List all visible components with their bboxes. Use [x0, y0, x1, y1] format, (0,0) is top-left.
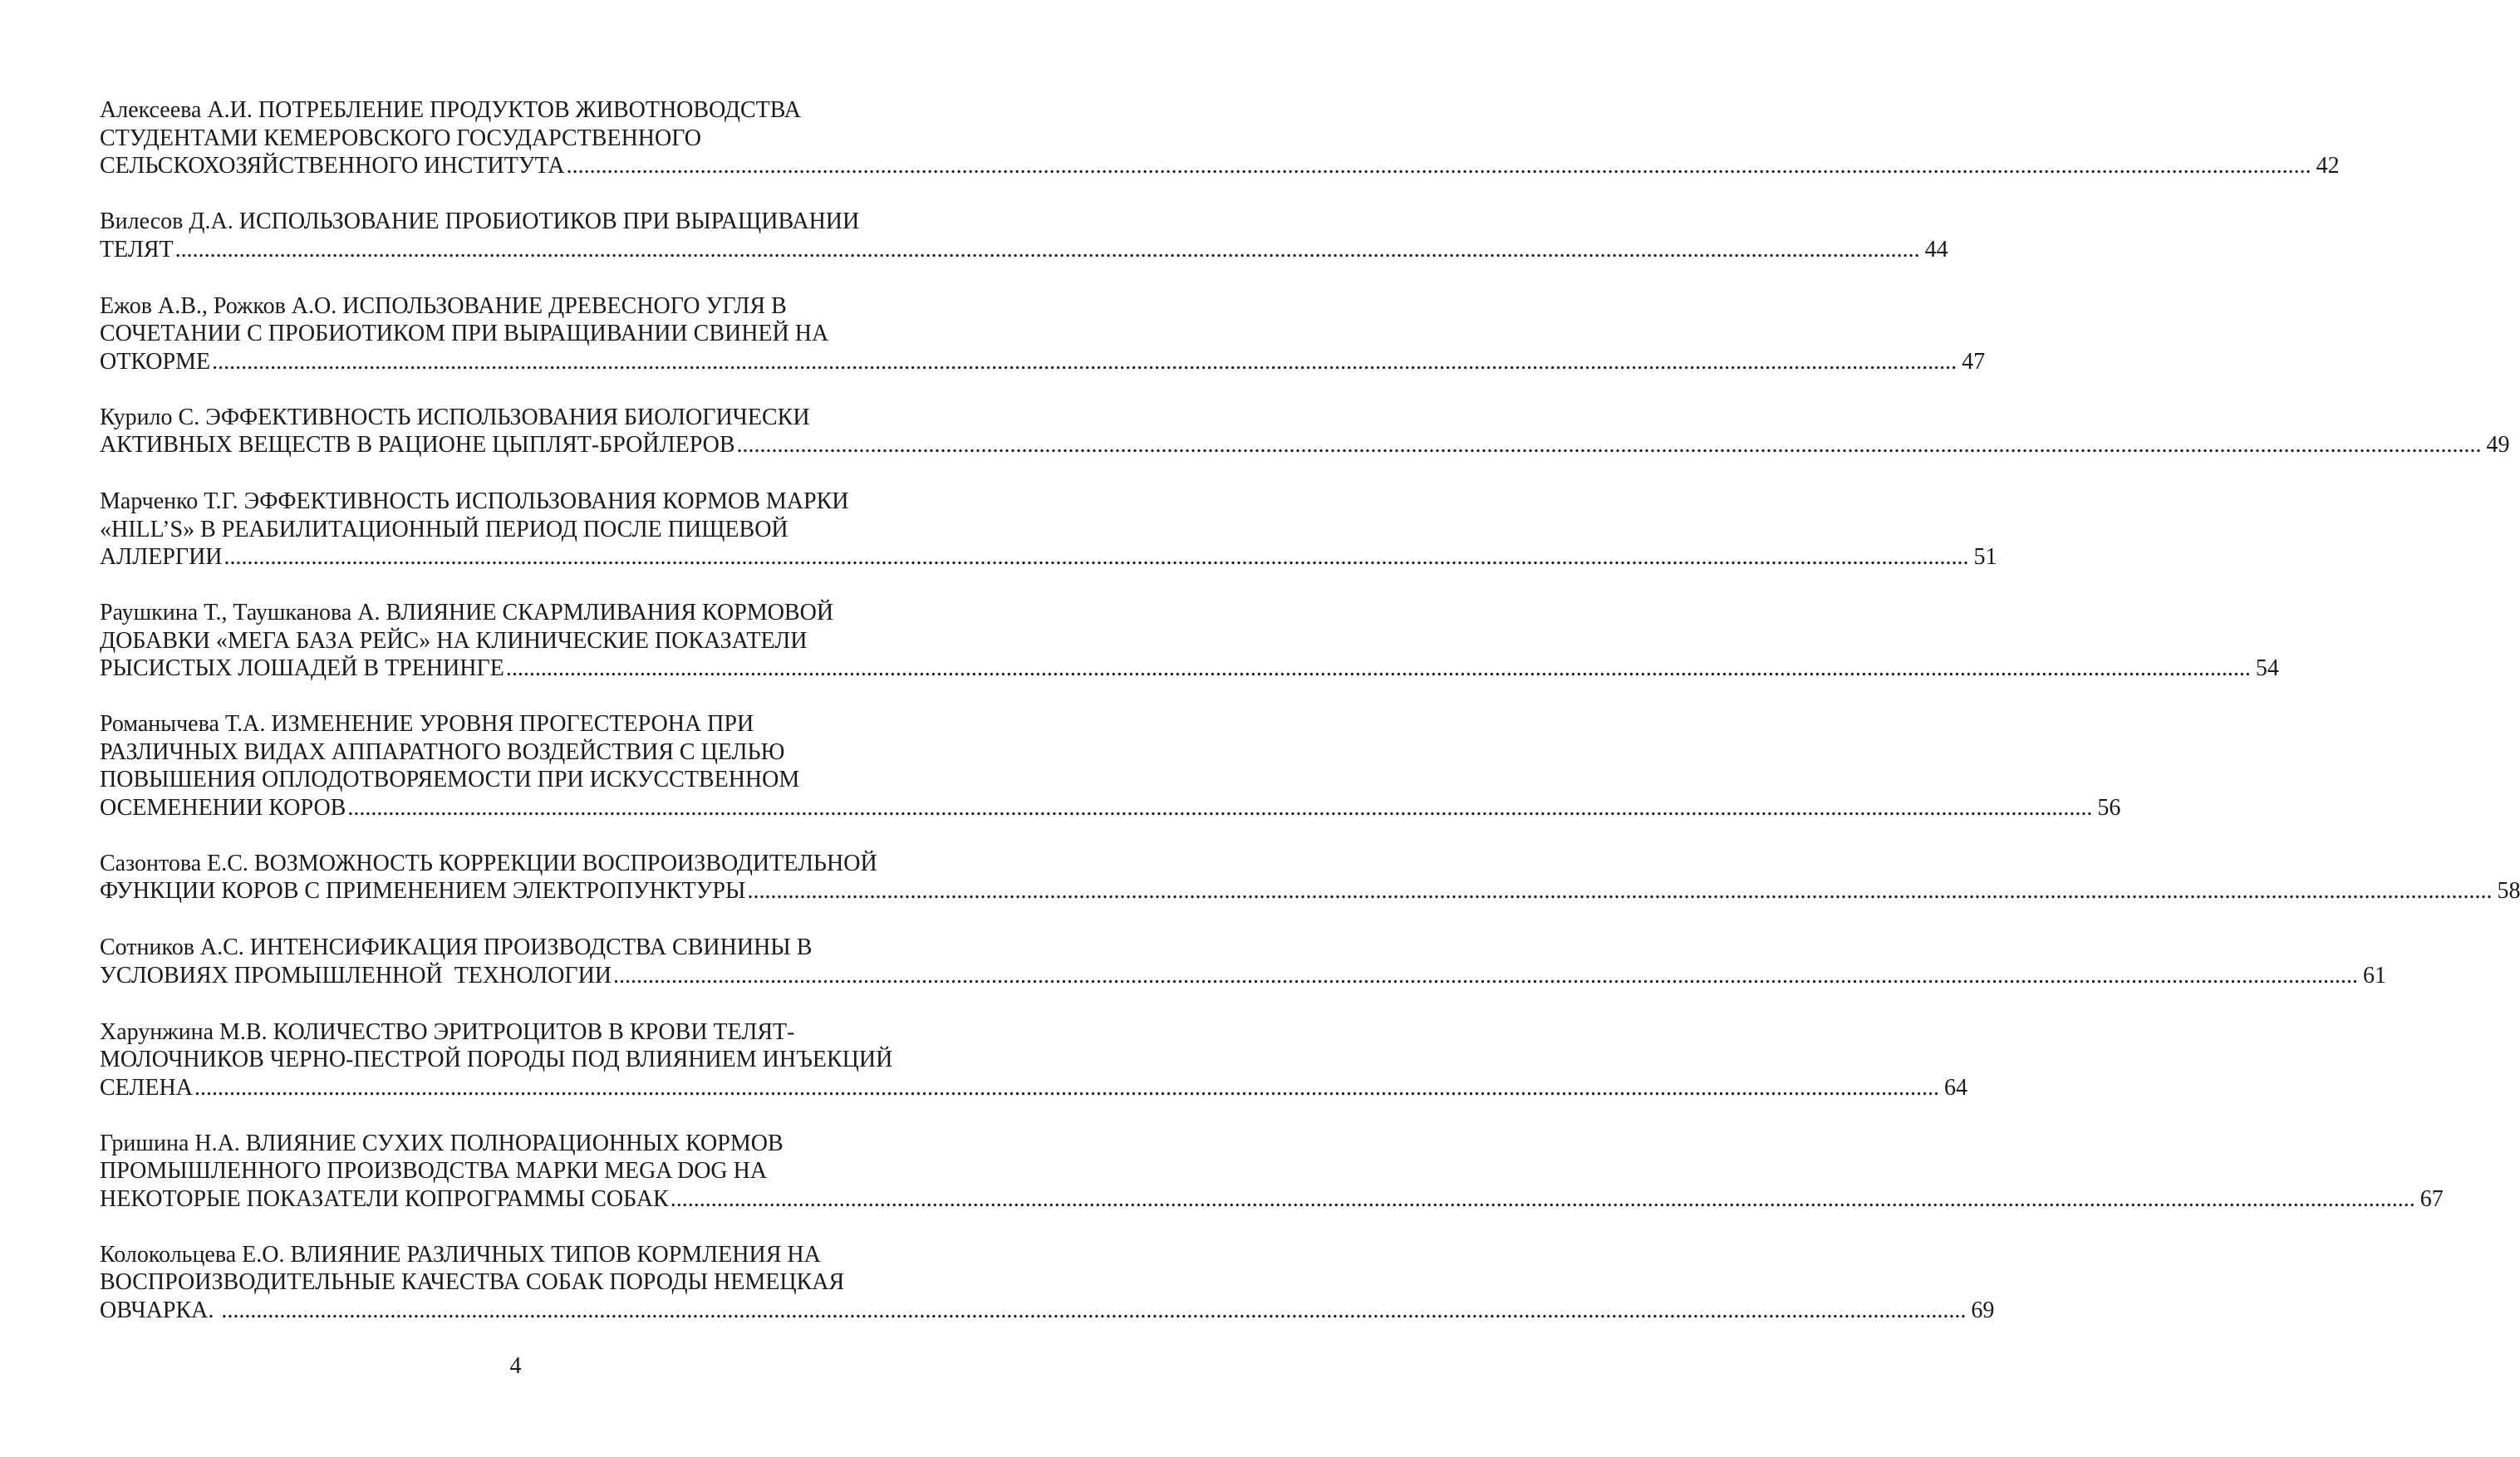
toc-entry-last-line	[100, 543, 1997, 572]
toc-entry	[100, 1241, 1995, 1325]
toc-entry-line: Раушкина Т., Таушканова А. ВЛИЯНИЕ СКАРМЛИВАНИЯ КОРМОВОЙ	[100, 600, 834, 625]
dot-leader: ............................................................................................................................................................................................................................................................................................................	[736, 432, 2482, 458]
toc-entry-line: Харунжина М.В. КОЛИЧЕСТВО ЭРИТРОЦИТОВ В КРОВИ ТЕЛЯТ-	[100, 1018, 795, 1045]
toc-page-number: 54	[2255, 655, 2279, 681]
toc-page-number: 49	[2486, 432, 2510, 458]
toc-entry-line: СЕЛЕНА	[100, 1074, 193, 1101]
toc-page-number: 42	[2316, 153, 2340, 179]
toc-entry	[100, 96, 2340, 180]
toc-entry-last-line	[100, 655, 2279, 683]
toc-entry	[100, 208, 1948, 263]
toc-entry	[100, 710, 2121, 822]
toc-page-number: 64	[1943, 1074, 1967, 1101]
toc-entry-line: ВОСПРОИЗВОДИТЕЛЬНЫЕ КАЧЕСТВА СОБАК ПОРОДЫ НЕМЕЦКАЯ	[100, 1269, 845, 1295]
toc-entry-last-line	[100, 1185, 2444, 1214]
toc-entry-line: Сазонтова Е.С. ВОЗМОЖНОСТЬ КОРРЕКЦИИ ВОСПРОИЗВОДИТЕЛЬНОЙ	[100, 850, 877, 876]
dot-leader: ............................................................................................................................................................................................................................................................................................................	[505, 655, 2251, 681]
toc-page-number: 58	[2497, 878, 2520, 904]
toc-entry-last-line	[100, 794, 2121, 822]
toc-entry	[100, 934, 2387, 989]
toc-entry-line: АЛЛЕРГИИ	[100, 544, 223, 570]
toc-entry-last-line	[100, 877, 2520, 905]
toc-page-number: 47	[1962, 348, 1986, 375]
toc-entry-last-line	[100, 348, 1986, 376]
dot-leader: ............................................................................................................................................................................................................................................................................................................	[221, 1297, 1967, 1323]
dot-leader: ............................................................................................................................................................................................................................................................................................................	[174, 236, 1920, 262]
dot-leader: ............................................................................................................................................................................................................................................................................................................	[670, 1185, 2415, 1212]
toc-entry-last-line	[100, 962, 2387, 990]
toc-entry-line: СОЧЕТАНИИ С ПРОБИОТИКОМ ПРИ ВЫРАЩИВАНИИ СВИНЕЙ НА	[100, 321, 829, 346]
toc-entry-line: ДОБАВКИ «МЕГА БАЗА РЕЙС» НА КЛИНИЧЕСКИЕ ПОКАЗАТЕЛИ	[100, 627, 808, 654]
toc-entry-last-line	[100, 431, 2510, 459]
toc-entry	[100, 599, 2279, 683]
toc-entry	[100, 404, 2510, 459]
toc-entry-line: ТЕЛЯТ	[100, 236, 174, 262]
toc-entry-line: ОСЕМЕНЕНИИ КОРОВ	[100, 794, 346, 821]
page-number: 4	[509, 1353, 522, 1379]
toc-page-number: 51	[1973, 544, 1997, 570]
toc-page-number: 56	[2097, 794, 2121, 821]
toc-entry-line: Курило С. ЭФФЕКТИВНОСТЬ ИСПОЛЬЗОВАНИЯ БИОЛОГИЧЕСКИ	[100, 404, 810, 430]
toc-entry-line: Марченко Т.Г. ЭФФЕКТИВНОСТЬ ИСПОЛЬЗОВАНИЯ КОРМОВ МАРКИ	[100, 488, 849, 514]
dot-leader: ............................................................................................................................................................................................................................................................................................................	[613, 962, 2359, 989]
table-of-contents	[100, 96, 2520, 1324]
toc-page-number: 69	[1971, 1297, 1995, 1323]
toc-entry	[100, 1018, 1967, 1102]
dot-leader: ............................................................................................................................................................................................................................................................................................................	[212, 348, 1958, 375]
toc-entry-line: ФУНКЦИИ КОРОВ С ПРИМЕНЕНИЕМ ЭЛЕКТРОПУНКТУРЫ	[100, 878, 746, 904]
toc-entry-line: Романычева Т.А. ИЗМЕНЕНИЕ УРОВНЯ ПРОГЕСТЕРОНА ПРИ	[100, 711, 754, 737]
toc-entry-line: УСЛОВИЯХ ПРОМЫШЛЕННОЙ ТЕХНОЛОГИИ	[100, 962, 612, 989]
toc-entry-line: ПРОМЫШЛЕННОГО ПРОИЗВОДСТВА МАРКИ MEGA DOG НА	[100, 1158, 768, 1184]
toc-entry-last-line	[100, 1074, 1967, 1102]
toc-entry	[100, 1130, 2444, 1214]
toc-entry	[100, 850, 2520, 905]
toc-entry-line: «HILL’S» В РЕАБИЛИТАЦИОННЫЙ ПЕРИОД ПОСЛЕ ПИЩЕВОЙ	[100, 516, 788, 542]
toc-page-number: 67	[2419, 1185, 2444, 1212]
toc-entry-line: РАЗЛИЧНЫХ ВИДАХ АППАРАТНОГО ВОЗДЕЙСТВИЯ С ЦЕЛЬЮ	[100, 738, 785, 765]
toc-entry-line: Вилесов Д.А. ИСПОЛЬЗОВАНИЕ ПРОБИОТИКОВ ПРИ ВЫРАЩИВАНИИ	[100, 208, 860, 234]
toc-page-number: 61	[2363, 962, 2387, 989]
dot-leader: ............................................................................................................................................................................................................................................................................................................	[747, 878, 2493, 904]
dot-leader: ............................................................................................................................................................................................................................................................................................................	[566, 153, 2311, 179]
toc-entry-last-line	[100, 152, 2340, 180]
toc-entry-line: Гришина Н.А. ВЛИЯНИЕ СУХИХ ПОЛНОРАЦИОННЫХ КОРМОВ	[100, 1130, 784, 1156]
toc-entry-line: ОТКОРМЕ	[100, 348, 211, 375]
toc-entry-line: Ежов А.В., Рожков А.О. ИСПОЛЬЗОВАНИЕ ДРЕВЕСНОГО УГЛЯ В	[100, 292, 787, 319]
dot-leader: ............................................................................................................................................................................................................................................................................................................	[224, 544, 1969, 570]
toc-entry-last-line	[100, 1297, 1995, 1325]
toc-entry	[100, 292, 1986, 376]
toc-entry-line: СТУДЕНТАМИ КЕМЕРОВСКОГО ГОСУДАРСТВЕННОГО	[100, 125, 701, 151]
toc-page-number: 44	[1924, 236, 1948, 262]
toc-entry-line: АКТИВНЫХ ВЕЩЕСТВ В РАЦИОНЕ ЦЫПЛЯТ-БРОЙЛЕРОВ	[100, 432, 735, 458]
toc-entry-line: МОЛОЧНИКОВ ЧЕРНО-ПЕСТРОЙ ПОРОДЫ ПОД ВЛИЯНИЕМ ИНЪЕКЦИЙ	[100, 1047, 893, 1072]
dot-leader: ............................................................................................................................................................................................................................................................................................................	[194, 1074, 1939, 1101]
toc-entry-line: ОВЧАРКА.	[100, 1297, 220, 1323]
toc-entry-line: Сотников А.С. ИНТЕНСИФИКАЦИЯ ПРОИЗВОДСТВА СВИНИНЫ В	[100, 935, 813, 960]
toc-entry	[100, 488, 1997, 572]
dot-leader: ............................................................................................................................................................................................................................................................................................................	[347, 794, 2093, 821]
toc-entry-line: РЫСИСТЫХ ЛОШАДЕЙ В ТРЕНИНГЕ	[100, 655, 504, 681]
toc-entry-line: ПОВЫШЕНИЯ ОПЛОДОТВОРЯЕМОСТИ ПРИ ИСКУССТВЕННОМ	[100, 767, 800, 792]
toc-entry-line: НЕКОТОРЫЕ ПОКАЗАТЕЛИ КОПРОГРАММЫ СОБАК	[100, 1185, 669, 1212]
toc-entry-line: Алексеева А.И. ПОТРЕБЛЕНИЕ ПРОДУКТОВ ЖИВОТНОВОДСТВА	[100, 97, 801, 123]
toc-entry-last-line	[100, 236, 1948, 264]
toc-entry-line: СЕЛЬСКОХОЗЯЙСТВЕННОГО ИНСТИТУТА	[100, 153, 565, 179]
toc-entry-line: Колокольцева Е.О. ВЛИЯНИЕ РАЗЛИЧНЫХ ТИПОВ КОРМЛЕНИЯ НА	[100, 1241, 821, 1268]
